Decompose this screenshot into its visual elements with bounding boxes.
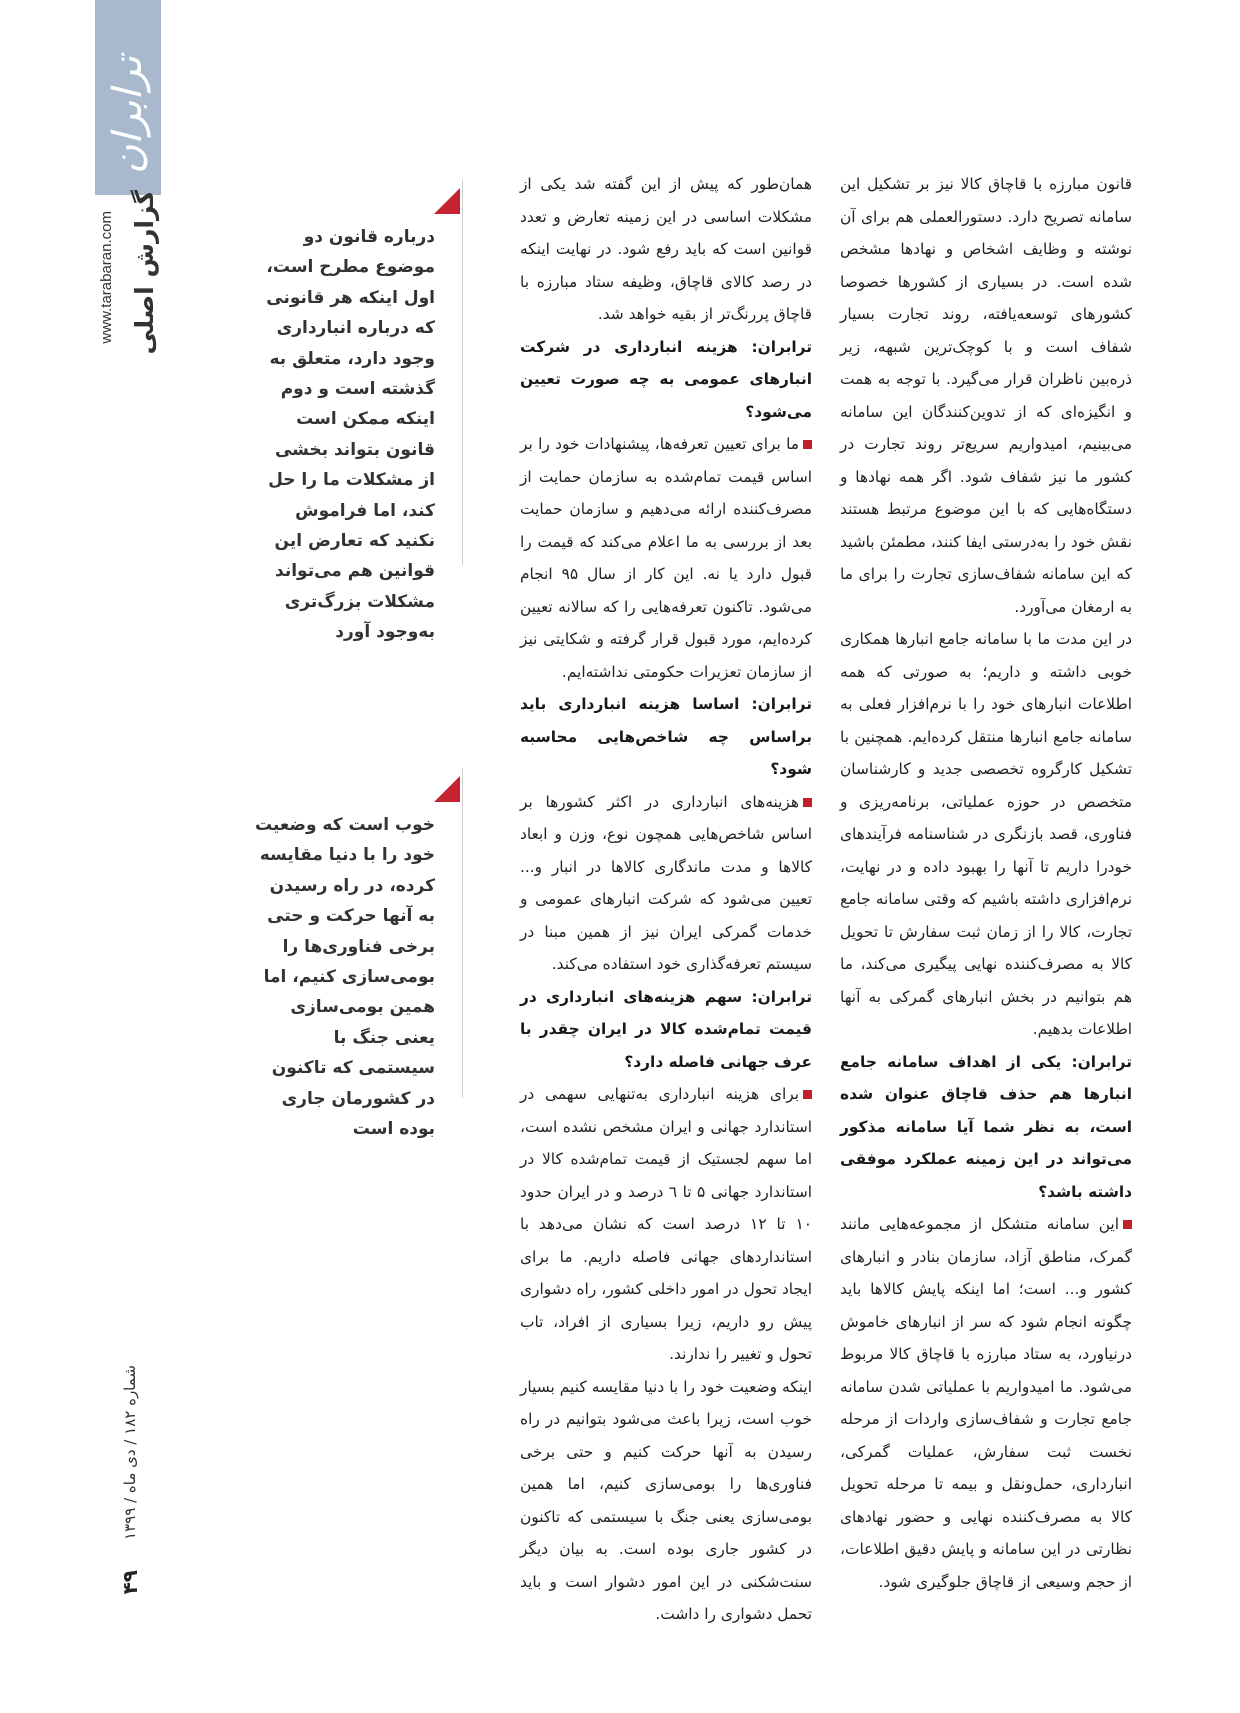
bullet-square-icon xyxy=(1123,1220,1132,1229)
interview-answer: ما برای تعیین تعرفه‌ها، پیشنهادات خود را بر اساس قیمت تمام‌شده به سازمان حمایت از مصرف‌کننده ارائه می‌دهیم و سازمان حمایت بعد از بررسی به ما اعلام می‌کند که قیمت را قبول دارد یا نه. این کار از سال ۹۵ انجام می‌شود. تاکنون تعرفه‌هایی را که سالانه تعیین کرده‌ایم، مورد قبول قرار گرفته و شکایتی نیز از سازمان تعزیرات حکومتی نداشته‌ایم. xyxy=(520,435,812,681)
paragraph: همان‌طور که پیش از این گفته شد یکی از مشکلات اساسی در این زمینه تعارض و تعدد قوانین است که باید رفع شود. در نهایت اینکه در رصد کالای قاچاق، وظیفه ستاد مبارزه با قاچاق پررنگ‌تر از بقیه خواهد شد. xyxy=(520,175,812,323)
bullet-square-icon xyxy=(803,798,812,807)
quote-mark-icon xyxy=(434,776,460,802)
interview-answer: هزینه‌های انبارداری در اکثر کشورها بر اساس شاخص‌هایی همچون نوع، وزن و ابعاد کالاها و مدت ماندگاری کالاها در انبار و... تعیین می‌شود که شرکت انبارهای عمومی و خدمات گمرکی ایران نیز از همین مبنا در سیستم تعرفه‌گذاری خود استفاده می‌کند. xyxy=(520,792,812,973)
interview-question: ترابران: اساسا هزینه انبارداری باید براساس چه شاخص‌هایی محاسبه شود؟ xyxy=(520,695,812,778)
paragraph: در این مدت ما با سامانه جامع انبارها همکاری خوبی داشته و داریم؛ به صورتی که همه اطلاعات انبارهای خود را با نرم‌افزار فعلی به سامانه جامع انبارها منتقل کرده‌ایم. همچنین با تشکیل کارگروه تخصصی جدید و کارشناسان متخصص در حوزه عملیاتی، برنامه‌ریزی و فناوری، قصد بازنگری در شناسنامه فرآیندهای خودرا داریم تا آنها را بهبود داده و در نهایت، نرم‌افزاری داشته باشیم که وقتی سامانه جامع تجارت، کالا را از زمان ثبت سفارش تا تحویل کالا به مصرف‌کننده نهایی پیگیری می‌کند، ما هم بتوانیم در بخش انبارهای گمرکی به آنها اطلاعات بدهیم. xyxy=(840,630,1132,1038)
pull-quote: خوب است که وضعیت خود را با دنیا مقایسه کرده، در راه رسیدن به آنها حرکت و حتی برخی فناوری‌ها را بومی‌سازی کنیم، اما همین بومی‌سازی یعنی جنگ با سیستمی که تاکنون در کشورمان جاری بوده است xyxy=(254,815,435,1140)
interview-question: ترابران: سهم هزینه‌های انبارداری در قیمت تمام‌شده کالا در ایران چقدر با عرف جهانی فاصله دارد؟ xyxy=(520,987,812,1071)
bullet-square-icon xyxy=(803,440,812,449)
interview-answer: این سامانه متشکل از مجموعه‌هایی مانند گمرک، مناطق آزاد، سازمان بنادر و انبارهای کشور و... است؛ اما اینکه پایش کالاها باید چگونه انجام شود که سر از انبارهای خاموش درنیاورد، به ستاد مبارزه با قاچاق کالا مربوط می‌شود. ما امیدواریم با عملیاتی شدن سامانه جامع تجارت و شفاف‌سازی واردات از مرحله نخست ثبت سفارش، عملیات گمرکی، انبارداری، حمل‌ونقل و بیمه تا مرحله تحویل کالا به مصرف‌کننده نهایی و حضور نهادهای نظارتی در این سامانه و پایش دقیق اطلاعات، از حجم وسیعی از قاچاق جلوگیری شود. xyxy=(840,1215,1132,1591)
paragraph: قانون مبارزه با قاچاق کالا نیز بر تشکیل این سامانه تصریح دارد. دستورالعملی هم برای آن نوشته و وظایف اشخاص و نهادها مشخص شده است. در بسیاری از کشورها خصوصا کشورهای توسعه‌یافته، روند تجارت بسیار شفاف است و با کوچک‌ترین شبهه، زیر ذره‌بین ناظران قرار می‌گیرد. با توجه به همت و انگیزه‌ای که از تدوین‌کنندگان این سامانه می‌بینیم، امیدواریم سریع‌تر روند تجارت در کشور ما نیز شفاف شود. اگر همه نهادها و دستگاه‌هایی که با این موضوع مرتبط هستند نقش خود را به‌درستی ایفا کنند، مطمئن باشید که این سامانه شفاف‌سازی تجارت را برای ما به ارمغان می‌آورد. xyxy=(840,175,1132,616)
article-column-right xyxy=(840,168,1132,1598)
interview-question: ترابران: یکی از اهداف سامانه جامع انبارها هم حذف قاچاق عنوان شده است، به نظر شما آیا سامانه مذکور می‌تواند در این زمینه عملکرد موفقی داشته باشد؟ xyxy=(840,1052,1132,1201)
interview-answer: برای هزینه انبارداری به‌تنهایی سهمی در استاندارد جهانی و ایران مشخص نشده است، اما سهم لجستیک از قیمت تمام‌شده کالا در استاندارد جهانی ۵ تا ٦ درصد و در ایران حدود ۱۰ تا ۱۲ درصد است که نشان می‌دهد با استانداردهای جهانی فاصله داریم. ما برای ایجاد تحول در امور داخلی کشور، راه دشواری پیش رو داریم، زیرا بسیاری از افراد، تاب تحول و تغییر را ندارند. xyxy=(520,1085,812,1363)
interview-question: ترابران: هزینه انبارداری در شرکت انبارهای عمومی به چه صورت تعیین می‌شود؟ xyxy=(520,337,812,421)
bullet-square-icon xyxy=(803,1090,812,1099)
pull-quote: درباره قانون دو موضوع مطرح است، اول اینکه هر قانونی که درباره انبارداری وجود دارد، متعلق به گذشته است و دوم اینکه ممکن است قانون بتواند بخشی از مشکلات ما را حل کند، اما فراموش نکنید که تعارض این قوانین هم می‌تواند مشکلات بزرگ‌تری به‌وجود آورد xyxy=(266,227,435,643)
article-column-middle xyxy=(520,168,812,1631)
magazine-logo: ترابران xyxy=(105,55,151,174)
paragraph: اینکه وضعیت خود را با دنیا مقایسه کنیم بسیار خوب است، زیرا باعث می‌شود بتوانیم در راه رسیدن به آنها حرکت کنیم و حتی برخی فناوری‌ها را بومی‌سازی کنیم، اما همین بومی‌سازی یعنی جنگ با سیستمی که تاکنون در کشور جاری بوده است. به بیان دیگر سنت‌شکنی در این امور دشوار است و باید تحمل دشواری را داشت. xyxy=(520,1377,812,1623)
quote-divider xyxy=(462,768,463,1098)
quote-divider xyxy=(462,180,463,565)
quote-mark-icon xyxy=(434,188,460,214)
section-title: گزارش اصلی xyxy=(129,190,159,355)
website-url: www.tarabaran.com xyxy=(97,211,115,344)
issue-info: شماره ۱۸۲ / دی ماه / ۱۳۹۹ xyxy=(121,1365,139,1540)
page-number: ۴۹ xyxy=(118,1569,142,1595)
